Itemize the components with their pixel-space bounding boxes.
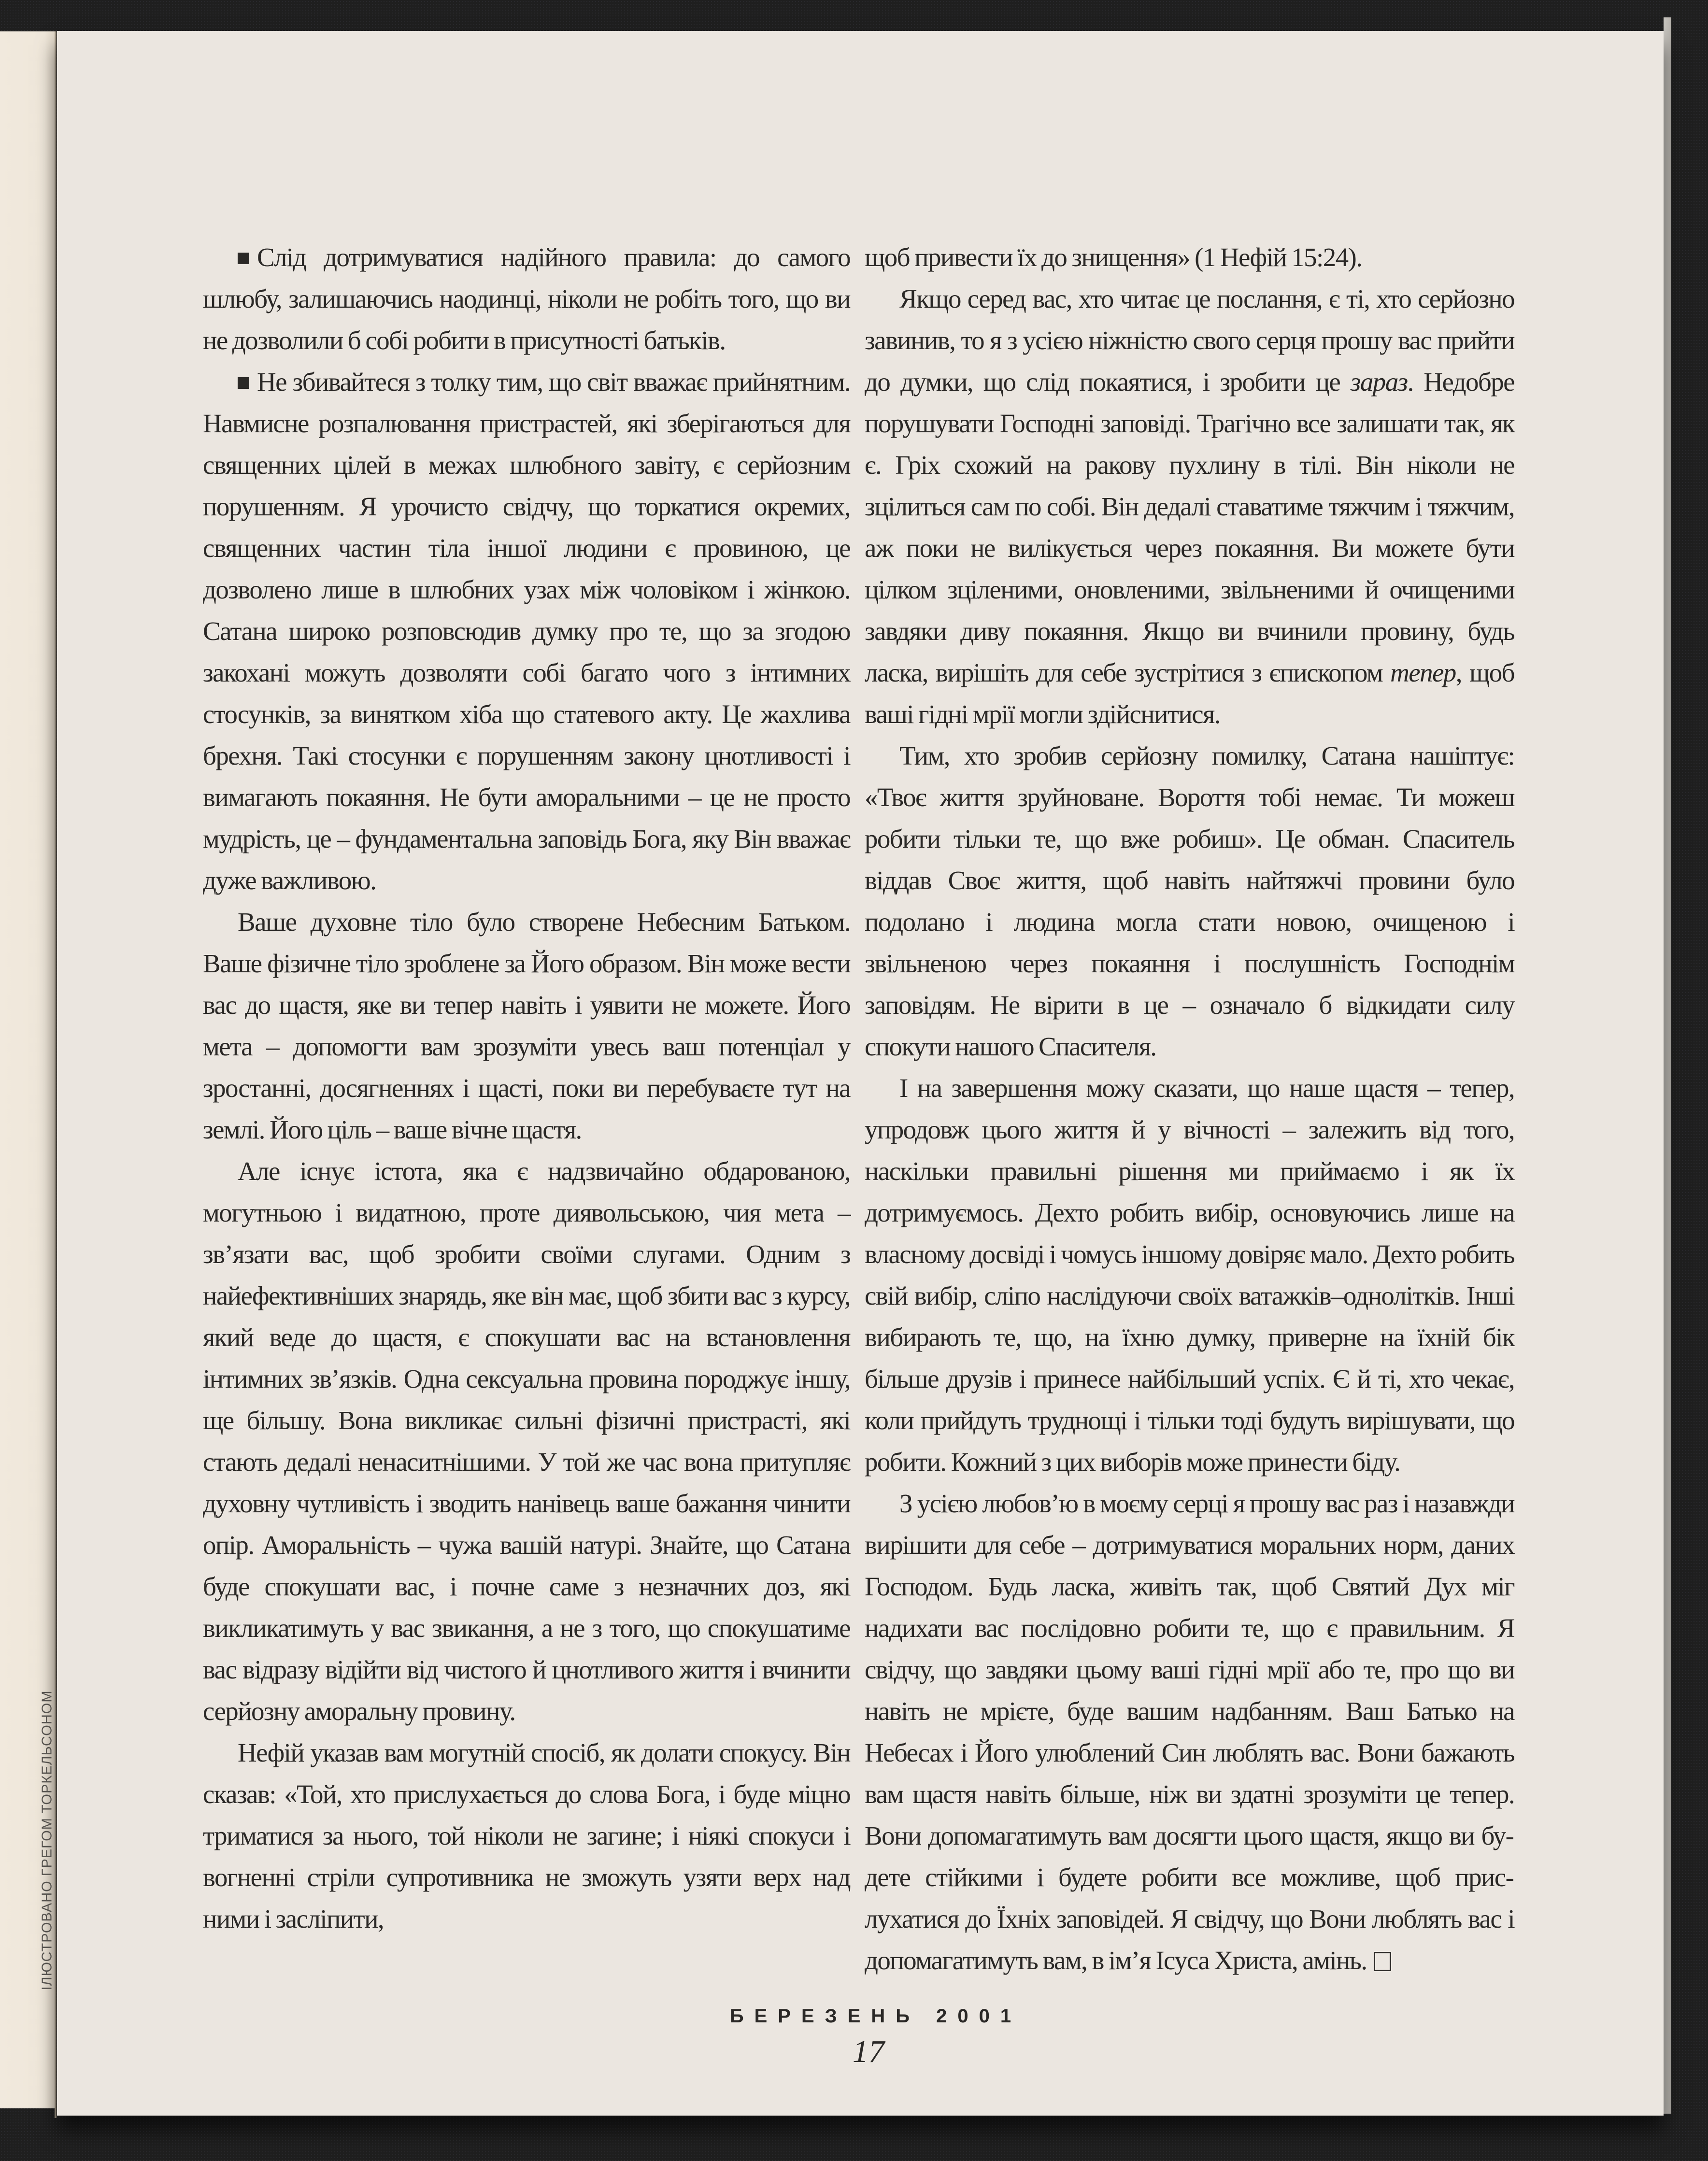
paragraph: Не збивайтеся з толку тим, що світ вважає прийнятним. Навмисне розпалювання пристрастей, які зберігаються для священних цілей в межах шлюбного завіту, є серйозним порушенням. Я урочисто свідчу, що торкатися окремих, священних частин тіла іншої людини є провиною, це дозволено лише в шлюбних узах між чоловіком і жінкою. Сатана широко розповсюдив думку про те, що за згодою закохані можуть дозволяти собі багато чого з інтимних стосунків, за винятком хіба що статевого акту. Це жахлива брехня. Такі стосунки є порушенням закону цнотливості і вимагають покаяння. Не бути аморальними – це не просто мудрість, це – фундаментальна заповідь Бога, яку Він вважає дуже важливою.	[203, 367, 850, 895]
text-column-left	[203, 237, 850, 1940]
paragraph: Якщо серед вас, хто читає це послання, є ті, хто серйозно завинив, то я з усією ніжністю свого серця прошу вас прийти до думки, що слід покаятися, і зробити це зараз. Недобре порушувати Господні заповіді. Трагічно все залишати так, як є. Гріх схожий на ракову пухлину в тілі. Він ніколи не зцілиться сам по собі. Він дедалі ставатиме тяжчим і тяжчим, аж поки не вилікується через покаяння. Ви можете бути цілком зціленими, оновленими, звільненими й очищеними завдяки диву покаяння. Якщо ви вчинили провину, будь ласка, вирішіть для себе зустрітися з єпископом тепер, щоб ваші гідні мрії могли здійснитися.	[865, 284, 1514, 729]
page-stack-edge	[1664, 17, 1671, 2114]
text-column-right	[865, 237, 1514, 1981]
issue-date: БЕРЕЗЕНЬ 2001	[729, 2005, 1022, 2027]
paragraph-continuation: щоб привести їх до знищення» (1 Нефій 15:24).	[865, 242, 1362, 272]
illustration-credit: ІЛЮСТРОВАНО ГРЕГОМ ТОРКЕЛЬСОНОМ	[39, 1690, 55, 1990]
bullet-square-icon	[238, 253, 249, 264]
emphasis: тепер	[1390, 658, 1456, 687]
paragraph: З усією любов’ю в моєму серці я прошу вас раз і назавжди вирішити для себе – дотримуватися моральних норм, даних Господом. Будь ласка, живіть так, щоб Святий Дух міг надихати вас послідовно робити те, що є правильним. Я свідчу, що завдяки цьому ваші гідні мрії або те, про що ви навіть не мрієте, буде вашим надбанням. Ваш Батько на Небесах і Його улюблений Син люблять вас. Вони бажають вам щастя навіть більше, ніж ви здатні зрозуміти це тепер. Вони допомагатимуть вам досягти цього щастя, якщо ви будете стійкими і будете робити все можливе, щоб прислухатися до Їхніх заповідей. Я свідчу, що Вони люблять вас і допомагатимуть вам, в ім’я Ісуса Христа, амінь.	[865, 1489, 1514, 1975]
page-number: 17	[853, 2034, 884, 2069]
bullet-square-icon	[238, 377, 249, 389]
paragraph: Тим, хто зробив серйозну помилку, Сатана нашіптує: «Твоє життя зруйноване. Вороття тобі немає. Ти можеш робити тільки те, що вже робиш». Це обман. Спаситель віддав Своє життя, щоб навіть найтяжчі провини було подолано і людина могла стати новою, очищеною і звільненою через покаяння і послушність Господнім заповідям. Не вірити в це – означало б відкидати силу спокути нашого Спасителя.	[865, 741, 1514, 1061]
paragraph: Ваше духовне тіло було створене Небесним Батьком. Ваше фізичне тіло зроблене за Його образом. Він може вести вас до щастя, яке ви тепер навіть і уявити не можете. Його мета – допомогти вам зрозуміти увесь ваш потенціал у зростанні, досягненнях і щасті, поки ви перебуваєте тут на землі. Його ціль – ваше вічне щастя.	[203, 907, 850, 1144]
paragraph: І на завершення можу сказати, що наше щастя – тепер, упродовж цього життя й у вічності – залежить від того, наскільки правильні рішення ми приймаємо і як їх дотримуємось. Дехто робить вибір, основуючись лише на власному досвіді і чомусь іншому довіряє мало. Дехто робить свій вибір, сліпо наслідуючи своїх ватажків–однолітків. Інші вибирають те, що, на їхню думку, приверне на їхній бік більше друзів і принесе найбільший успіх. Є й ті, хто чекає, коли прийдуть труднощі і тільки тоді будуть вирішувати, що робити. Кожний з цих виборів може принести біду.	[865, 1073, 1514, 1477]
paragraph: Нефій указав вам могутній спосіб, як долати спокусу. Він сказав: «Той, хто прислухається до слова Бога, і буде міцно триматися за нього, той ніколи не загине; і ніякі спокуси і вогненні стріли супротивника не зможуть узяти верх над ними і засліпити,	[203, 1738, 850, 1934]
emphasis: зараз	[1351, 367, 1408, 397]
paragraph: Слід дотримуватися надійного правила: до самого шлюбу, залишаючись наодинці, ніколи не робіть того, що ви не дозволили б собі робити в присутності батьків.	[203, 242, 850, 355]
end-of-article-square-icon	[1374, 1952, 1391, 1971]
paragraph: Але існує істота, яка є надзвичайно обдарованою, могутньою і видатною, проте диявольською, чия мета – зв’язати вас, щоб зробити своїми слугами. Одним з найефективніших знарядь, яке він має, щоб збити вас з курсу, який веде до щастя, є спокушати вас на встановлення інтимних зв’язків. Одна сексуальна провина породжує іншу, ще більшу. Вона викликає сильні фізичні пристрасті, які стають дедалі ненаситнішими. У той же час вона притупляє духовну чутливість і зводить нанівець ваше бажання чинити опір. Аморальність – чужа вашій натурі. Знайте, що Сатана буде спокушати вас, і почне саме з незначних доз, які викликатимуть у вас звикання, а не з того, що спокушатиме вас відразу відійти від чистого й цнотливого життя і вчинити серйозну аморальну провину.	[203, 1156, 850, 1726]
